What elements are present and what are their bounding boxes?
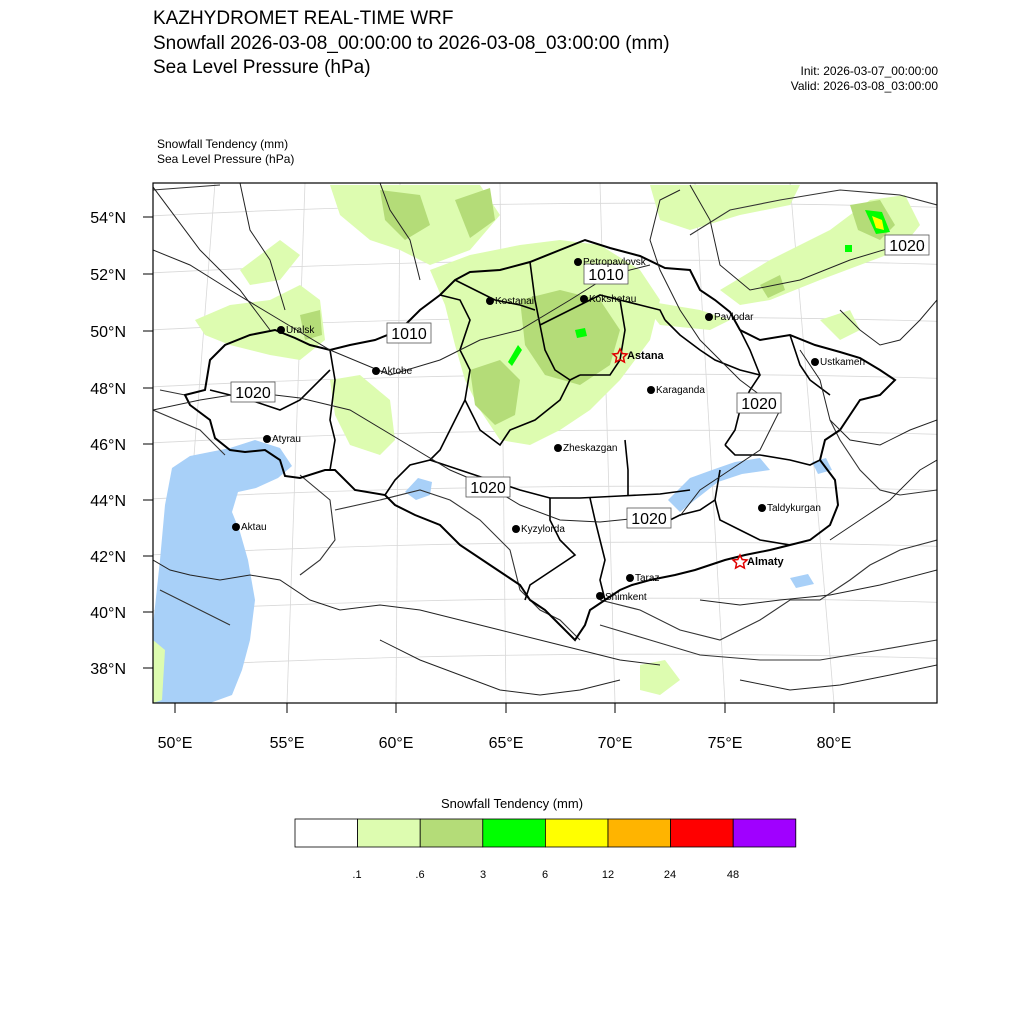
isobar-label-box: [885, 235, 929, 255]
isobar-label-box: [231, 382, 275, 402]
lon-label: 70°E: [597, 735, 633, 752]
field-label-pressure: Sea Level Pressure (hPa): [157, 152, 295, 166]
city-label: Kyzylorda: [521, 524, 565, 535]
legend-colorbar: [295, 819, 796, 847]
title-line-3: Sea Level Pressure (hPa): [153, 57, 371, 78]
lat-label: 40°N: [90, 605, 126, 622]
lat-label: 38°N: [90, 661, 126, 678]
city-label: Kostanai: [495, 296, 534, 307]
legend-tick: 12: [601, 869, 615, 881]
city-marker: [758, 503, 821, 514]
city-label: Taraz: [635, 573, 660, 584]
city-marker: [811, 357, 865, 368]
title-line-2: Snowfall 2026-03-08_00:00:00 to 2026-03-08_03:00:00 (mm): [153, 33, 670, 54]
lon-label: 55°E: [269, 735, 305, 752]
isobar-label: 1020: [235, 385, 271, 402]
lon-labels: [158, 735, 852, 752]
legend-tick: .6: [415, 869, 425, 881]
lat-label: 48°N: [90, 381, 126, 398]
legend-tick: 24: [663, 869, 677, 881]
city-label: Aktobe: [381, 366, 413, 377]
legend-swatch: [295, 819, 358, 847]
lat-label: 46°N: [90, 437, 126, 454]
city-label: Uralsk: [286, 325, 315, 336]
isobar-label-box: [627, 508, 671, 528]
city-label: Aktau: [241, 522, 267, 533]
city-label: Atyrau: [272, 434, 301, 445]
legend-swatch: [545, 819, 608, 847]
init-time: Init: 2026-03-07_00:00:00: [800, 64, 938, 78]
city-label: Astana: [627, 350, 664, 362]
lat-label: 44°N: [90, 493, 126, 510]
isobar-label: 1020: [741, 396, 777, 413]
legend-tick: 6: [541, 869, 549, 881]
isobar-label: 1020: [889, 238, 925, 255]
city-marker: [554, 443, 617, 454]
lat-label: 42°N: [90, 549, 126, 566]
lon-label: 65°E: [488, 735, 524, 752]
city-label: Shimkent: [605, 592, 647, 603]
legend-swatch: [483, 819, 546, 847]
valid-time: Valid: 2026-03-08_03:00:00: [790, 79, 938, 93]
map-panel: [130, 183, 960, 703]
city-label: Ustkamen: [820, 357, 866, 368]
city-label: Pavlodar: [714, 312, 754, 323]
legend-tick-labels: [352, 869, 739, 881]
city-label: Taldykurgan: [767, 503, 821, 514]
isobar-label-box: [737, 393, 781, 413]
legend-tick: .1: [352, 869, 362, 881]
lon-label: 75°E: [707, 735, 743, 752]
city-label: Petropavlovsk: [583, 257, 646, 268]
title-line-1: KAZHYDROMET REAL-TIME WRF: [153, 8, 454, 29]
isobar-label-box: [466, 477, 510, 497]
legend-tick: 48: [726, 869, 740, 881]
lat-label: 54°N: [90, 210, 126, 227]
lat-label: 50°N: [90, 324, 126, 341]
legend-swatch: [608, 819, 671, 847]
field-label-snowfall: Snowfall Tendency (mm): [157, 137, 289, 151]
city-label: Karaganda: [656, 385, 705, 396]
lat-label: 52°N: [90, 267, 126, 284]
isobar-label-box: [387, 323, 431, 343]
lat-labels: [90, 210, 126, 678]
city-marker: [647, 385, 705, 396]
legend-swatch: [358, 819, 421, 847]
isobar-label: 1010: [588, 267, 624, 284]
city-label: Kokshetau: [589, 294, 637, 305]
city-label: Zheskazgan: [563, 443, 618, 454]
legend-swatch: [733, 819, 796, 847]
legend-swatch: [671, 819, 734, 847]
lon-label: 50°E: [157, 735, 193, 752]
lon-label: 60°E: [378, 735, 414, 752]
city-marker: [580, 294, 636, 305]
city-marker: [574, 257, 647, 268]
isobar-label: 1020: [470, 480, 506, 497]
city-label: Almaty: [747, 556, 784, 568]
legend-title: Snowfall Tendency (mm): [440, 796, 584, 811]
legend-swatch: [420, 819, 483, 847]
isobar-label: 1010: [391, 326, 427, 343]
isobar-label: 1020: [631, 511, 667, 528]
legend-tick: 3: [479, 869, 487, 881]
lon-label: 80°E: [816, 735, 852, 752]
